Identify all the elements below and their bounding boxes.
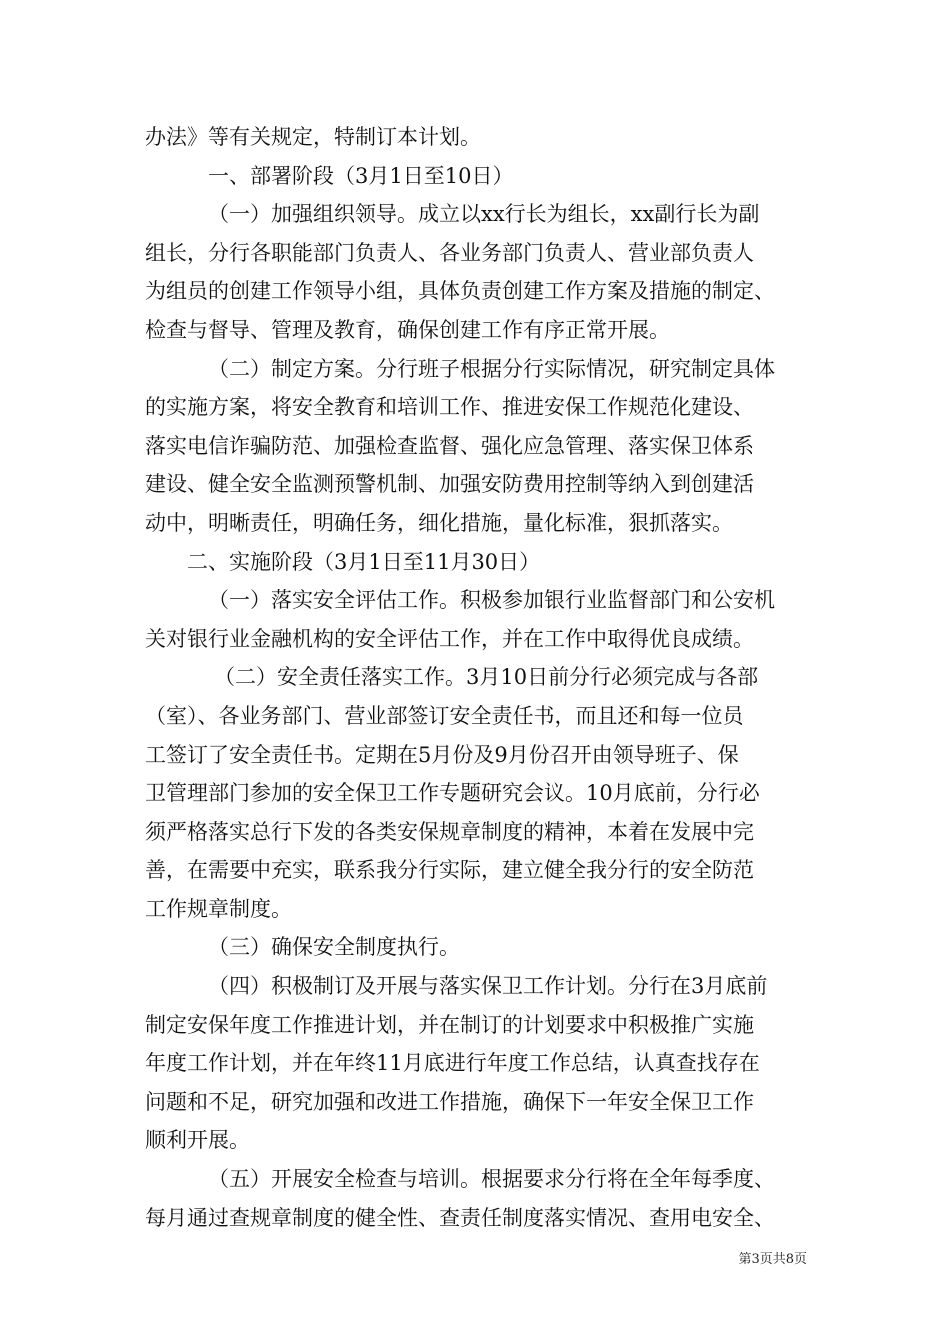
body-line: （五）开展安全检查与培训。根据要求分行将在全年每季度、: [208, 1167, 775, 1192]
body-line: 年度工作计划，并在年终11月底进行年度工作总结，认真查找存在: [145, 1051, 760, 1076]
body-line: （一）落实安全评估工作。积极参加银行业监督部门和公安机: [208, 588, 775, 613]
body-line: 工签订了安全责任书。定期在5月份及9月份召开由领导班子、保: [145, 742, 739, 767]
section-heading: 一、部署阶段（3月1日至10日）: [208, 163, 514, 188]
body-line: 为组员的创建工作领导小组，具体负责创建工作方案及措施的制定、: [145, 279, 775, 304]
body-line: （一）加强组织领导。成立以xx行长为组长，xx副行长为副: [208, 202, 760, 227]
body-line: 善，在需要中充实，联系我分行实际，建立健全我分行的安全防范: [145, 858, 754, 883]
body-line: 问题和不足，研究加强和改进工作措施，确保下一年安全保卫工作: [145, 1089, 754, 1114]
body-line: 顺利开展。: [145, 1128, 250, 1153]
body-line: 建设、健全安全监测预警机制、加强安防费用控制等纳入到创建活: [145, 472, 754, 497]
body-line: 卫管理部门参加的安全保卫工作专题研究会议。10月底前，分行必: [145, 781, 760, 806]
body-line: （室）、各业务部门、营业部签订安全责任书，而且还和每一位员: [145, 703, 744, 728]
body-line: 落实电信诈骗防范、加强检查监督、强化应急管理、落实保卫体系: [145, 433, 754, 458]
body-line: 办法》等有关规定，特制订本计划。: [145, 125, 481, 149]
body-line: （二）制定方案。分行班子根据分行实际情况，研究制定具体: [208, 356, 775, 381]
body-line: （二）安全责任落实工作。3月10日前分行必须完成与各部: [214, 665, 759, 690]
body-line: 组长，分行各职能部门负责人、各业务部门负责人、营业部负责人: [145, 240, 754, 265]
body-line: 动中，明晰责任，明确任务，细化措施，量化标准，狠抓落实。: [145, 510, 733, 535]
body-line: 工作规章制度。: [145, 896, 292, 921]
page-number: 第3页共8页: [738, 1252, 807, 1267]
body-line: 制定安保年度工作推进计划，并在制订的计划要求中积极推广实施: [145, 1012, 754, 1037]
body-line: （三）确保安全制度执行。: [208, 935, 460, 960]
page-footer: [0, 1248, 950, 1267]
body-line: （四）积极制订及开展与落实保卫工作计划。分行在3月底前: [208, 974, 768, 999]
body-line: 的实施方案，将安全教育和培训工作、推进安保工作规范化建设、: [145, 395, 754, 420]
body-line: 关对银行业金融机构的安全评估工作，并在工作中取得优良成绩。: [145, 626, 754, 651]
document-body: [145, 118, 825, 1237]
body-line: 每月通过查规章制度的健全性、查责任制度落实情况、查用电安全、: [145, 1205, 775, 1230]
section-heading: 二、实施阶段（3月1日至11月30日）: [187, 549, 541, 574]
body-line: 检查与督导、管理及教育，确保创建工作有序正常开展。: [145, 317, 670, 342]
body-line: 须严格落实总行下发的各类安保规章制度的精神，本着在发展中完: [145, 819, 754, 844]
